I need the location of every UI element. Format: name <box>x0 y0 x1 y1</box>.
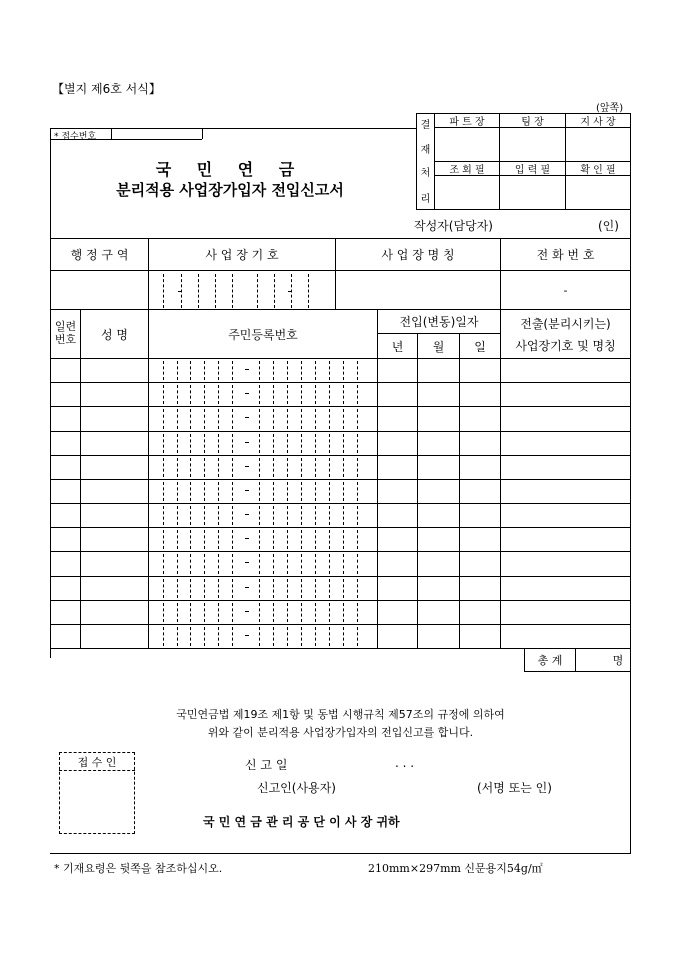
col-month: 월 <box>432 339 445 354</box>
serial-cell[interactable] <box>51 359 80 382</box>
month-cell[interactable] <box>418 383 459 406</box>
serial-cell[interactable] <box>51 601 80 624</box>
receipt-number-field[interactable] <box>112 129 201 139</box>
year-cell[interactable] <box>378 528 417 551</box>
serial-cell[interactable] <box>51 552 80 576</box>
month-cell[interactable] <box>418 625 459 648</box>
approval-checked: 조 회 필 <box>449 165 485 176</box>
serial-cell[interactable] <box>51 407 80 431</box>
day-cell[interactable] <box>460 359 500 382</box>
addressee: 국 민 연 금 관 리 공 단 이 사 장 귀하 <box>203 815 400 829</box>
col-day: 일 <box>474 339 486 354</box>
legal-text-1: 국민연금법 제19조 제1항 및 동법 시행규칙 제57조의 규정에 의하여 <box>176 708 505 721</box>
receipt-number-label: * 접수번호 <box>54 132 97 142</box>
origin-cell[interactable] <box>501 359 630 382</box>
footnote: * 기재요령은 뒷쪽을 참조하십시오. <box>54 862 223 875</box>
serial-cell[interactable] <box>51 528 80 551</box>
approval-team-leader: 팀 장 <box>521 117 544 128</box>
month-cell[interactable] <box>418 601 459 624</box>
approval-part-leader: 파 트 장 <box>449 117 485 128</box>
day-cell[interactable] <box>460 552 500 576</box>
business-code-field[interactable] <box>149 271 335 309</box>
origin-cell[interactable] <box>501 577 630 600</box>
origin-cell[interactable] <box>501 552 630 576</box>
serial-cell[interactable] <box>51 480 80 503</box>
approval-entered: 입 력 필 <box>514 165 551 176</box>
month-cell[interactable] <box>418 456 459 479</box>
day-cell[interactable] <box>460 383 500 406</box>
name-cell[interactable] <box>81 456 148 479</box>
year-cell[interactable] <box>378 407 417 431</box>
day-cell[interactable] <box>460 432 500 455</box>
col-business-name: 사 업 장 명 칭 <box>381 248 455 262</box>
day-cell[interactable] <box>460 456 500 479</box>
name-cell[interactable] <box>81 359 148 382</box>
day-cell[interactable] <box>460 504 500 527</box>
year-cell[interactable] <box>378 480 417 503</box>
day-cell[interactable] <box>460 577 500 600</box>
day-cell[interactable] <box>460 480 500 503</box>
approval-confirmed: 확 인 필 <box>580 165 616 176</box>
name-cell[interactable] <box>81 577 148 600</box>
serial-cell[interactable] <box>51 456 80 479</box>
month-cell[interactable] <box>418 359 459 382</box>
serial-cell[interactable] <box>51 383 80 406</box>
name-cell[interactable] <box>81 552 148 576</box>
form-title-line2: 분리적용 사업장가입자 전입신고서 <box>116 180 344 199</box>
day-cell[interactable] <box>460 407 500 431</box>
serial-cell[interactable] <box>51 504 80 527</box>
origin-cell[interactable] <box>501 432 630 455</box>
origin-cell[interactable] <box>501 504 630 527</box>
business-name-field[interactable] <box>336 271 500 309</box>
signature-label[interactable]: (서명 또는 인) <box>477 781 552 795</box>
serial-cell[interactable] <box>51 432 80 455</box>
col-admin-district: 행 정 구 역 <box>70 248 129 262</box>
year-cell[interactable] <box>378 359 417 382</box>
total-unit: 명 <box>612 654 624 667</box>
origin-cell[interactable] <box>501 528 630 551</box>
name-cell[interactable] <box>81 432 148 455</box>
year-cell[interactable] <box>378 577 417 600</box>
name-cell[interactable] <box>81 480 148 503</box>
year-cell[interactable] <box>378 504 417 527</box>
report-date-label: 신 고 일 <box>245 758 288 772</box>
col-business-code: 사 업 장 기 호 <box>205 248 279 262</box>
admin-district-field[interactable] <box>51 271 148 309</box>
month-cell[interactable] <box>418 577 459 600</box>
writer-label: 작성자(담당자) <box>414 219 493 233</box>
col-resident-number: 주민등록번호 <box>228 327 298 342</box>
origin-cell[interactable] <box>501 480 630 503</box>
approval-char-3: 처 <box>420 167 431 179</box>
year-cell[interactable] <box>378 552 417 576</box>
legal-text-2: 위와 같이 분리적용 사업장가입자의 전입신고를 합니다. <box>207 726 474 739</box>
year-cell[interactable] <box>378 625 417 648</box>
paper-spec: 210mm×297mm 신문용지54g/㎡ <box>368 862 543 875</box>
name-cell[interactable] <box>81 504 148 527</box>
reporter-label: 신고인(사용자) <box>257 781 336 795</box>
report-date-field[interactable]: . . . <box>395 756 415 770</box>
origin-cell[interactable] <box>501 456 630 479</box>
col-origin-l2: 사업장기호 및 명칭 <box>515 338 616 353</box>
name-cell[interactable] <box>81 407 148 431</box>
form-title-line1: 국 민 연 금 <box>155 159 305 179</box>
total-count-field[interactable] <box>576 649 606 671</box>
receipt-stamp-label: 접 수 인 <box>77 755 117 769</box>
name-cell[interactable] <box>81 528 148 551</box>
col-phone: 전 화 번 호 <box>536 248 595 262</box>
name-cell[interactable] <box>81 601 148 624</box>
name-cell[interactable] <box>81 625 148 648</box>
origin-cell[interactable] <box>501 407 630 431</box>
month-cell[interactable] <box>418 407 459 431</box>
approval-branch-head: 지 사 장 <box>580 117 616 128</box>
col-transfer-date: 전입(변동)일자 <box>399 315 479 329</box>
month-cell[interactable] <box>418 480 459 503</box>
origin-cell[interactable] <box>501 625 630 648</box>
col-origin-l1: 전출(분리시키는) <box>520 316 611 331</box>
side-label: (앞쪽) <box>596 103 624 114</box>
approval-char-2: 재 <box>420 144 431 156</box>
approval-char-1: 결 <box>420 119 431 131</box>
serial-cell[interactable] <box>51 625 80 648</box>
origin-cell[interactable] <box>501 601 630 624</box>
writer-seal: (인) <box>598 219 619 233</box>
year-cell[interactable] <box>378 456 417 479</box>
col-year: 년 <box>391 339 404 354</box>
day-cell[interactable] <box>460 528 500 551</box>
month-cell[interactable] <box>418 504 459 527</box>
total-label: 총 계 <box>537 654 563 667</box>
month-cell[interactable] <box>418 528 459 551</box>
approval-char-4: 리 <box>420 193 431 205</box>
col-name: 성 명 <box>101 327 128 342</box>
day-cell[interactable] <box>460 601 500 624</box>
month-cell[interactable] <box>418 552 459 576</box>
year-cell[interactable] <box>378 601 417 624</box>
serial-cell[interactable] <box>51 577 80 600</box>
day-cell[interactable] <box>460 625 500 648</box>
name-cell[interactable] <box>81 383 148 406</box>
year-cell[interactable] <box>378 383 417 406</box>
year-cell[interactable] <box>378 432 417 455</box>
col-serial-l2: 번호 <box>54 333 77 346</box>
form-tag: 【별지 제6호 서식】 <box>52 82 161 96</box>
month-cell[interactable] <box>418 432 459 455</box>
col-serial-l1: 일련 <box>54 320 77 333</box>
phone-field[interactable]: - <box>563 283 568 297</box>
origin-cell[interactable] <box>501 383 630 406</box>
